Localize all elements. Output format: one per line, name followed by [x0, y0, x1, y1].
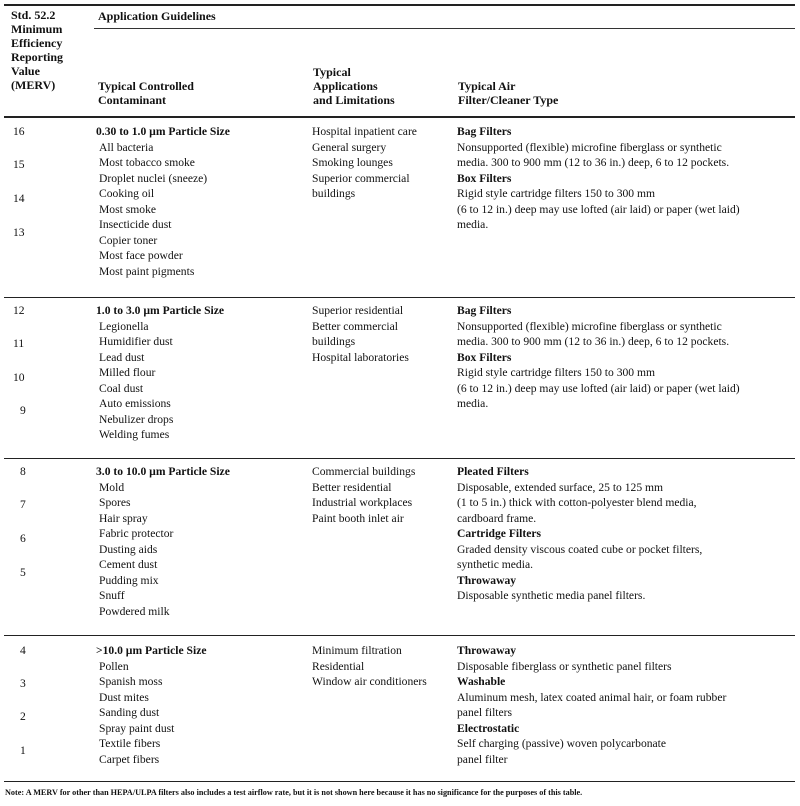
applications-list: Commercial buildings Better residential Industrial workplaces Paint booth inlet air	[312, 465, 416, 525]
particle-size-heading: >10.0 µm Particle Size	[96, 644, 207, 657]
guidelines-rule	[94, 28, 795, 29]
contaminant-list: 0.30 to 1.0 µm Particle Size All bacteria Most tobacco smoke Droplet nuclei (sneeze) Cooking oil Most smoke Insecticide dust Copier toner Most face powder Most paint pigments	[96, 125, 230, 278]
particle-size-heading: 3.0 to 10.0 µm Particle Size	[96, 465, 230, 478]
application-guidelines-header: Application Guidelines	[98, 9, 216, 23]
filter-type-list: Throwaway Disposable fiberglass or synthetic panel filters Washable Aluminum mesh, latex coated animal hair, or foam rubber panel filters Electrostatic Self charging (passive) woven polycarbonate panel filter	[457, 644, 727, 766]
merv-value: 10	[13, 371, 25, 384]
merv-value: 9	[20, 404, 26, 417]
table-bottom-rule	[4, 781, 795, 782]
contaminant-list: >10.0 µm Particle Size Pollen Spanish moss Dust mites Sanding dust Spray paint dust Textile fibers Carpet fibers	[96, 644, 207, 766]
merv-value: 7	[20, 498, 26, 511]
merv-value: 16	[13, 125, 25, 138]
merv-value: 11	[13, 337, 25, 350]
group-rule-1	[4, 297, 795, 298]
group-rule-3	[4, 635, 795, 636]
group-rule-2	[4, 458, 795, 459]
contaminant-column-header: Typical Controlled Contaminant	[98, 79, 194, 107]
merv-value: 3	[20, 677, 26, 690]
merv-value: 8	[20, 465, 26, 478]
merv-value: 12	[13, 304, 25, 317]
filter-type-list: Bag Filters Nonsupported (flexible) microfine fiberglass or synthetic media. 300 to 900 mm (12 to 36 in.) deep, 6 to 12 pockets. Box Filters Rigid style cartridge filters 150 to 300 mm (6 to 12 in.) deep may use lofted (air laid) or paper (wet laid) media.	[457, 304, 740, 410]
merv-value: 4	[20, 644, 26, 657]
applications-list: Hospital inpatient care General surgery Smoking lounges Superior commercial buildings	[312, 125, 417, 200]
contaminant-list: 1.0 to 3.0 µm Particle Size Legionella Humidifier dust Lead dust Milled flour Coal dust Auto emissions Nebulizer drops Welding fumes	[96, 304, 225, 441]
merv-value: 14	[13, 192, 25, 205]
table-footnote: Note: A MERV for other than HEPA/ULPA filters also includes a test airflow rate, but it is not shown here because it has no significance for the purposes of this table.	[5, 788, 583, 797]
filter-type-list: Pleated Filters Disposable, extended surface, 25 to 125 mm (1 to 5 in.) thick with cotton-polyester blend media, cardboard frame. Cartridge Filters Graded density viscous coated cube or pocket filters, synthetic media. Throwaway Disposable synthetic media panel filters.	[457, 465, 703, 602]
applications-list: Minimum filtration Residential Window air conditioners	[312, 644, 427, 688]
merv-value: 15	[13, 158, 25, 171]
filter-type-column-header: Typical Air Filter/Cleaner Type	[458, 79, 559, 107]
merv-value: 13	[13, 226, 25, 239]
particle-size-heading: 1.0 to 3.0 µm Particle Size	[96, 304, 225, 317]
merv-value: 1	[20, 744, 26, 757]
contaminant-list: 3.0 to 10.0 µm Particle Size Mold Spores Hair spray Fabric protector Dusting aids Cement dust Pudding mix Snuff Powdered milk	[96, 465, 230, 618]
merv-column-header: Std. 52.2 Minimum Efficiency Reporting Value (MERV)	[11, 8, 63, 92]
applications-list: Superior residential Better commercial buildings Hospital laboratories	[312, 304, 409, 364]
table-top-rule	[4, 4, 795, 6]
filter-type-list: Bag Filters Nonsupported (flexible) microfine fiberglass or synthetic media. 300 to 900 mm (12 to 36 in.) deep, 6 to 12 pockets. Box Filters Rigid style cartridge filters 150 to 300 mm (6 to 12 in.) deep may use lofted (air laid) or paper (wet laid) media.	[457, 125, 740, 231]
merv-value: 5	[20, 566, 26, 579]
applications-column-header: Typical Applications and Limitations	[313, 65, 395, 107]
header-bottom-rule	[4, 116, 795, 118]
particle-size-heading: 0.30 to 1.0 µm Particle Size	[96, 125, 230, 138]
merv-value: 2	[20, 710, 26, 723]
merv-value: 6	[20, 532, 26, 545]
